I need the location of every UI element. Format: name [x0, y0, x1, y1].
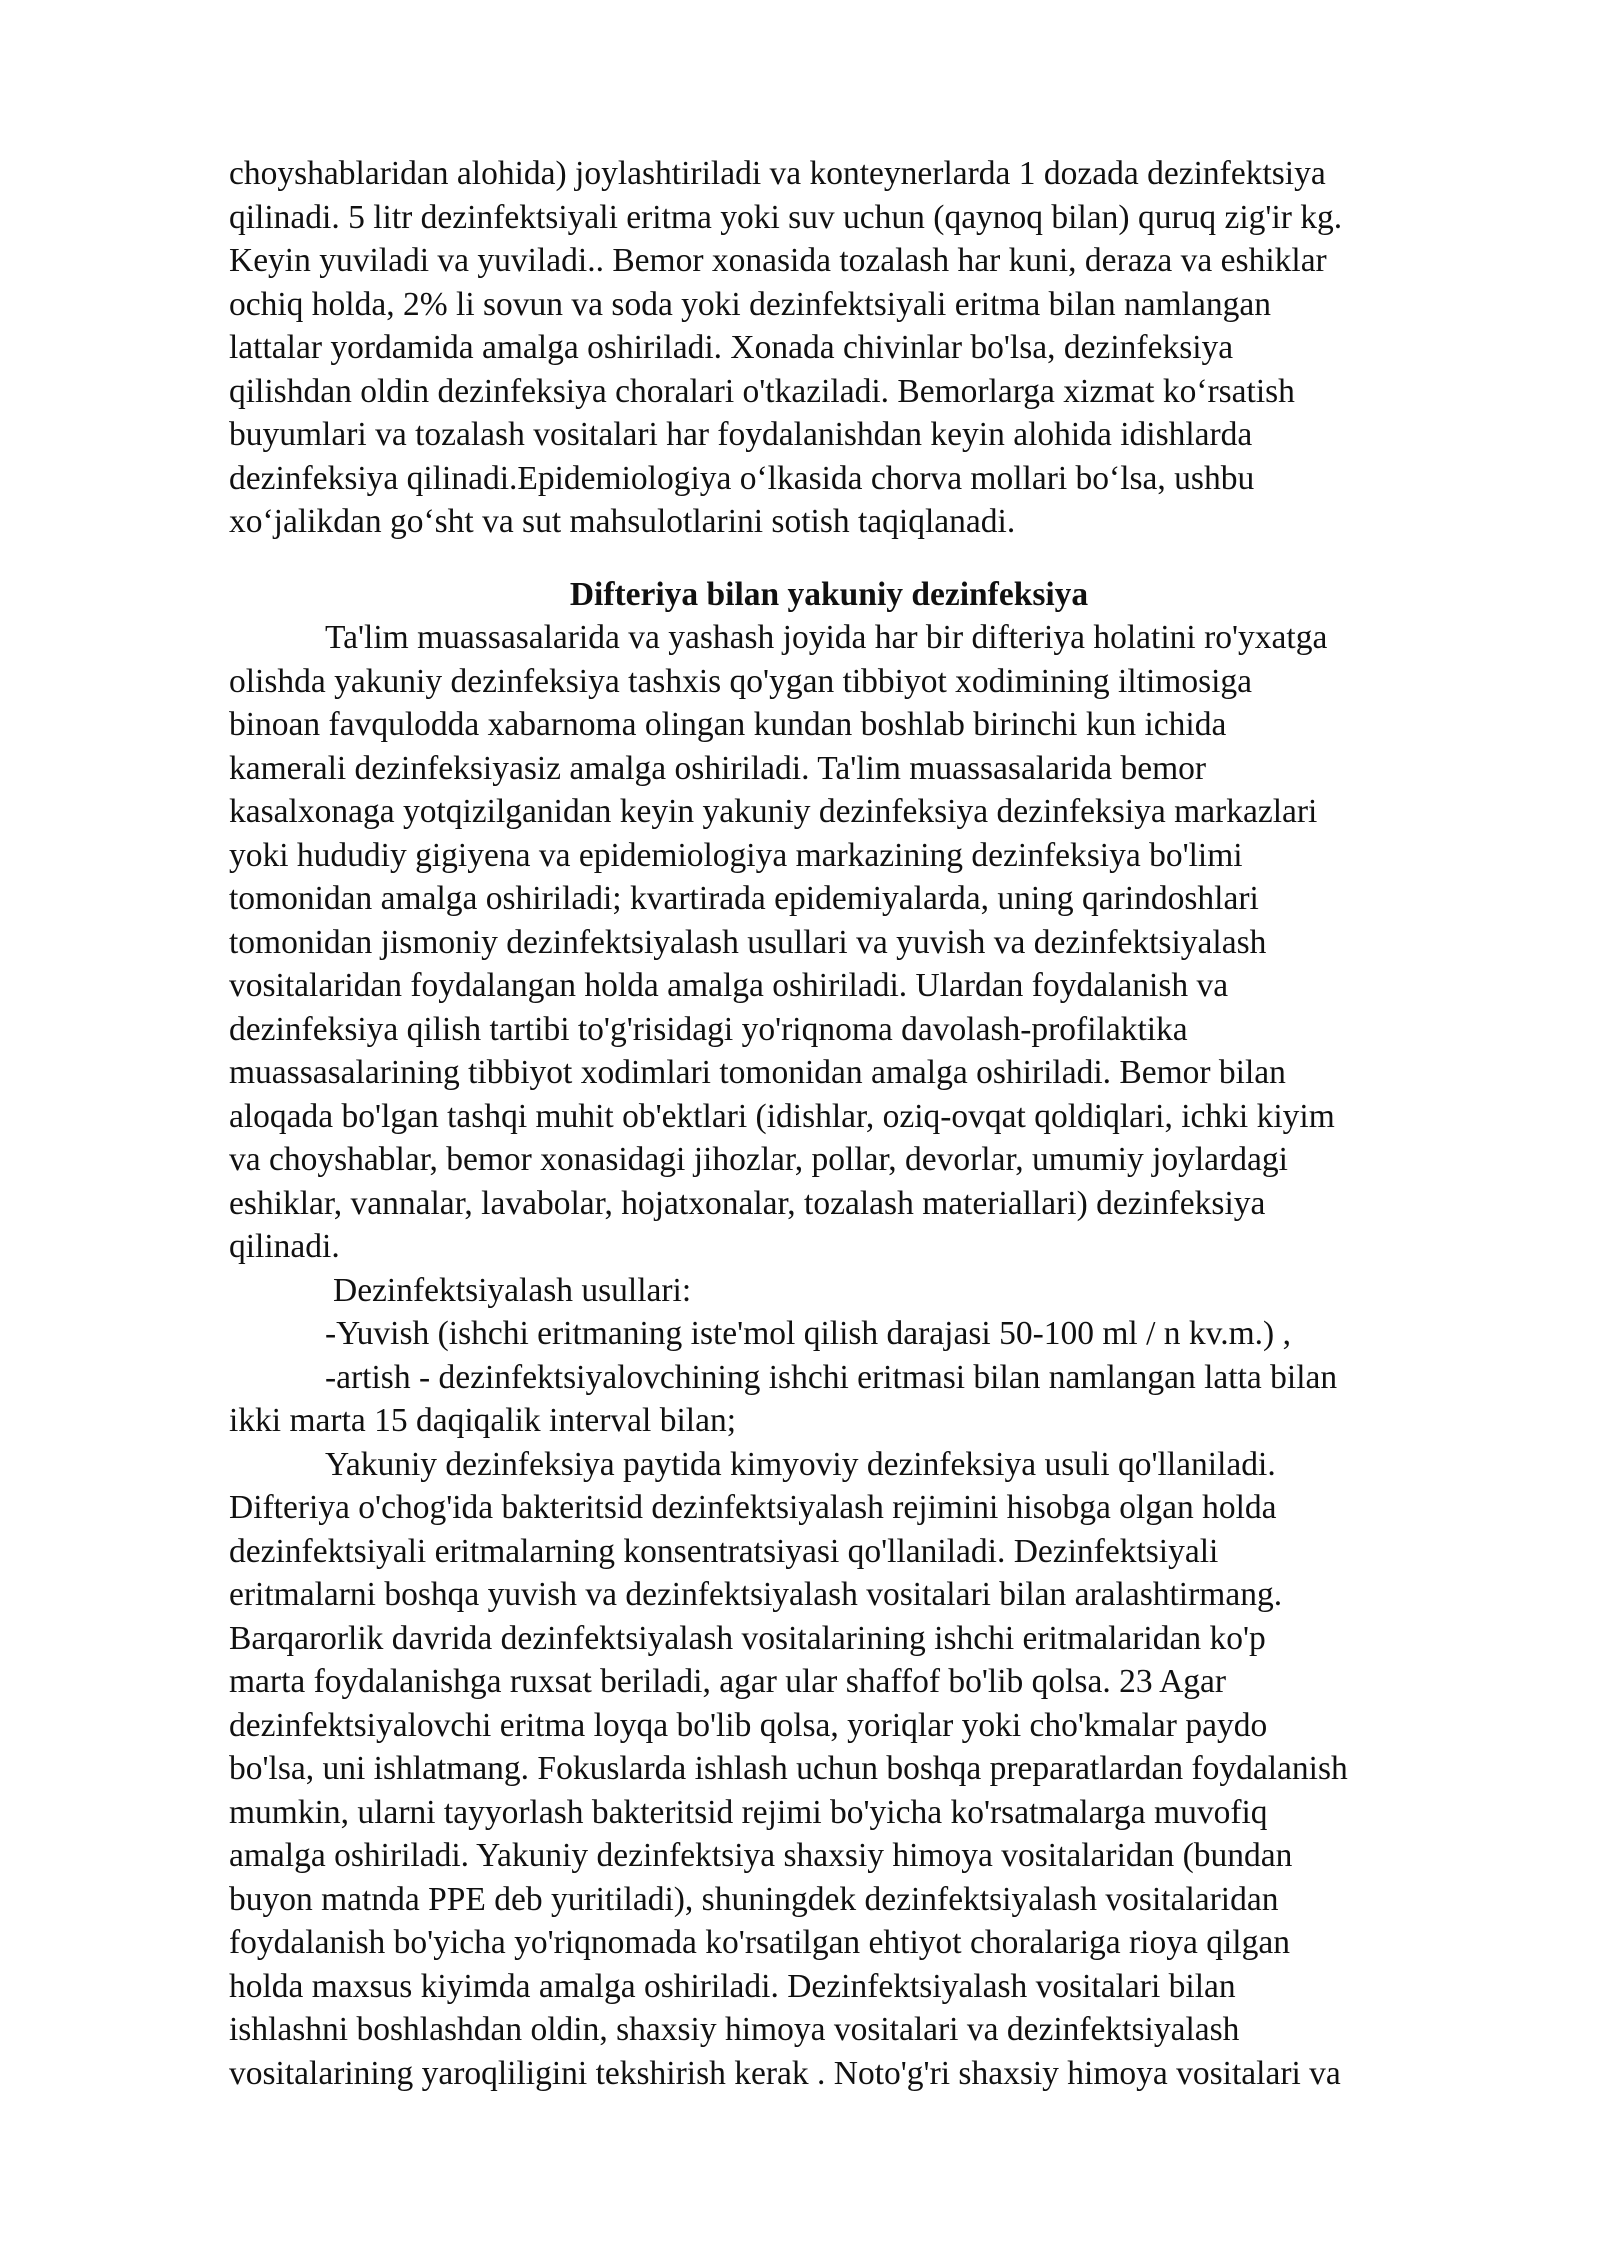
text-line: -artish - dezinfektsiyalovchining ishchi eritmasi bilan namlangan latta bilan — [325, 1358, 1338, 1396]
text-line: marta foydalanishga ruxsat beriladi, agar ular shaffof bo'lib qolsa. 23 Agar — [229, 1663, 1227, 1700]
text-line: dezinfektsiyalovchi eritma loyqa bo'lib qolsa, yoriqlar yoki cho'kmalar paydo — [229, 1706, 1268, 1744]
text-line: Barqarorlik davrida dezinfektsiyalash vositalarining ishchi eritmalaridan ko'p — [229, 1619, 1266, 1657]
text-line: vositalaridan foydalangan holda amalga oshiriladi. Ulardan foydalanish va — [229, 967, 1229, 1004]
text-line: ishlashni boshlashdan oldin, shaxsiy himoya vositalari va dezinfektsiyalash — [229, 2011, 1240, 2048]
text-line: kasalxonaga yotqizilganidan keyin yakuniy dezinfeksiya dezinfeksiya markazlari — [229, 793, 1318, 830]
text-line: foydalanish bo'yicha yo'riqnomada ko'rsatilgan ehtiyot choralariga rioya qilgan — [229, 1924, 1290, 1961]
text-line: buyon matnda PPE deb yuritiladi), shuningdek dezinfektsiyalash vositalaridan — [229, 1880, 1279, 1918]
paragraph-final-disinfection — [229, 616, 1499, 1269]
text-line: lattalar yordamida amalga oshiriladi. Xonada chivinlar bo'lsa, dezinfeksiya — [229, 329, 1234, 366]
text-line: qilinadi. — [229, 1228, 340, 1265]
text-line: aloqada bo'lgan tashqi muhit ob'ektlari (idishlar, oziq-ovqat qoldiqlari, ichki kiyim — [229, 1097, 1335, 1135]
text-line: eshiklar, vannalar, lavabolar, hojatxonalar, tozalash materiallari) dezinfeksiya — [229, 1184, 1266, 1222]
text-line: buyumlari va tozalash vositalari har foydalanishdan keyin alohida idishlarda — [229, 416, 1253, 453]
text-line: muassasalarining tibbiyot xodimlari tomonidan amalga oshiriladi. Bemor bilan — [229, 1054, 1286, 1091]
section-heading: Difteriya bilan yakuniy dezinfeksiya — [569, 575, 1089, 613]
methods-title: Dezinfektsiyalash usullari: — [333, 1271, 692, 1309]
text-line: eritmalarni boshqa yuvish va dezinfektsiyalash vositalari bilan aralashtirmang. — [229, 1576, 1283, 1613]
paragraph-chemical-method — [229, 1443, 1499, 2096]
text-line: holda maxsus kiyimda amalga oshiriladi. Dezinfektsiyalash vositalari bilan — [229, 1967, 1236, 2005]
text-line: Difteriya o'chog'ida bakteritsid dezinfektsiyalash rejimini hisobga olgan holda — [229, 1489, 1277, 1526]
document-page — [229, 152, 1499, 2095]
text-line: dezinfeksiya qilish tartibi to'g'risidagi yo'riqnoma davolash-profilaktika — [229, 1010, 1188, 1048]
text-line: binoan favqulodda xabarnoma olingan kundan boshlab birinchi kun ichida — [229, 706, 1227, 743]
text-line: ochiq holda, 2% li sovun va soda yoki dezinfektsiyali eritma bilan namlangan — [229, 285, 1271, 323]
text-line: amalga oshiriladi. Yakuniy dezinfektsiya shaxsiy himoya vositalaridan (bundan — [229, 1837, 1293, 1874]
text-line: dezinfektsiyali eritmalarning konsentratsiyasi qo'llaniladi. Dezinfektsiyali — [229, 1532, 1219, 1570]
text-line: tomonidan jismoniy dezinfektsiyalash usullari va yuvish va dezinfektsiyalash — [229, 923, 1267, 961]
text-line: dezinfeksiya qilinadi.Epidemiologiya o‘lkasida chorva mollari bo‘lsa, ushbu — [229, 459, 1255, 497]
text-line: vositalarining yaroqliligini tekshirish kerak . Noto'g'ri shaxsiy himoya vositalari va — [229, 2054, 1341, 2092]
text-line: yoki hududiy gigiyena va epidemiologiya markazining dezinfeksiya bo'limi — [229, 836, 1243, 874]
text-line: olishda yakuniy dezinfeksiya tashxis qo'ygan tibbiyot xodimining iltimosiga — [229, 662, 1253, 700]
text-line: xo‘jalikdan go‘sht va sut mahsulotlarini sotish taqiqlanadi. — [229, 503, 1016, 540]
text-line: bo'lsa, uni ishlatmang. Fokuslarda ishlash uchun boshqa preparatlardan foydalanish — [229, 1750, 1348, 1787]
text-line: qilinadi. 5 litr dezinfektsiyali eritma yoki suv uchun (qaynoq bilan) quruq zig'ir kg. — [229, 198, 1343, 236]
paragraph-intro — [229, 152, 1499, 544]
text-line: Yakuniy dezinfeksiya paytida kimyoviy dezinfeksiya usuli qo'llaniladi. — [325, 1445, 1276, 1483]
text-line: Ta'lim muassasalarida va yashash joyida har bir difteriya holatini ro'yxatga — [325, 619, 1328, 656]
text-line: ikki marta 15 daqiqalik interval bilan; — [229, 1402, 737, 1439]
method-washing: -Yuvish (ishchi eritmaning iste'mol qilish darajasi 50-100 ml / n kv.m.) , — [325, 1315, 1291, 1352]
text-line: choyshablaridan alohida) joylashtiriladi va konteynerlarda 1 dozada dezinfektsiya — [229, 155, 1326, 192]
text-line: kamerali dezinfeksiyasiz amalga oshiriladi. Ta'lim muassasalarida bemor — [229, 749, 1207, 787]
text-line: va choyshablar, bemor xonasidagi jihozlar, pollar, devorlar, umumiy joylardagi — [229, 1141, 1288, 1178]
method-wiping — [229, 1356, 1499, 1443]
text-line: tomonidan amalga oshiriladi; kvartirada epidemiyalarda, uning qarindoshlari — [229, 880, 1259, 917]
text-line: qilishdan oldin dezinfeksiya choralari o'tkaziladi. Bemorlarga xizmat ko‘rsatish — [229, 372, 1295, 410]
text-line: Keyin yuviladi va yuviladi.. Bemor xonasida tozalash har kuni, deraza va eshiklar — [229, 242, 1327, 279]
text-line: mumkin, ularni tayyorlash bakteritsid rejimi bo'yicha ko'rsatmalarga muvofiq — [229, 1793, 1268, 1831]
